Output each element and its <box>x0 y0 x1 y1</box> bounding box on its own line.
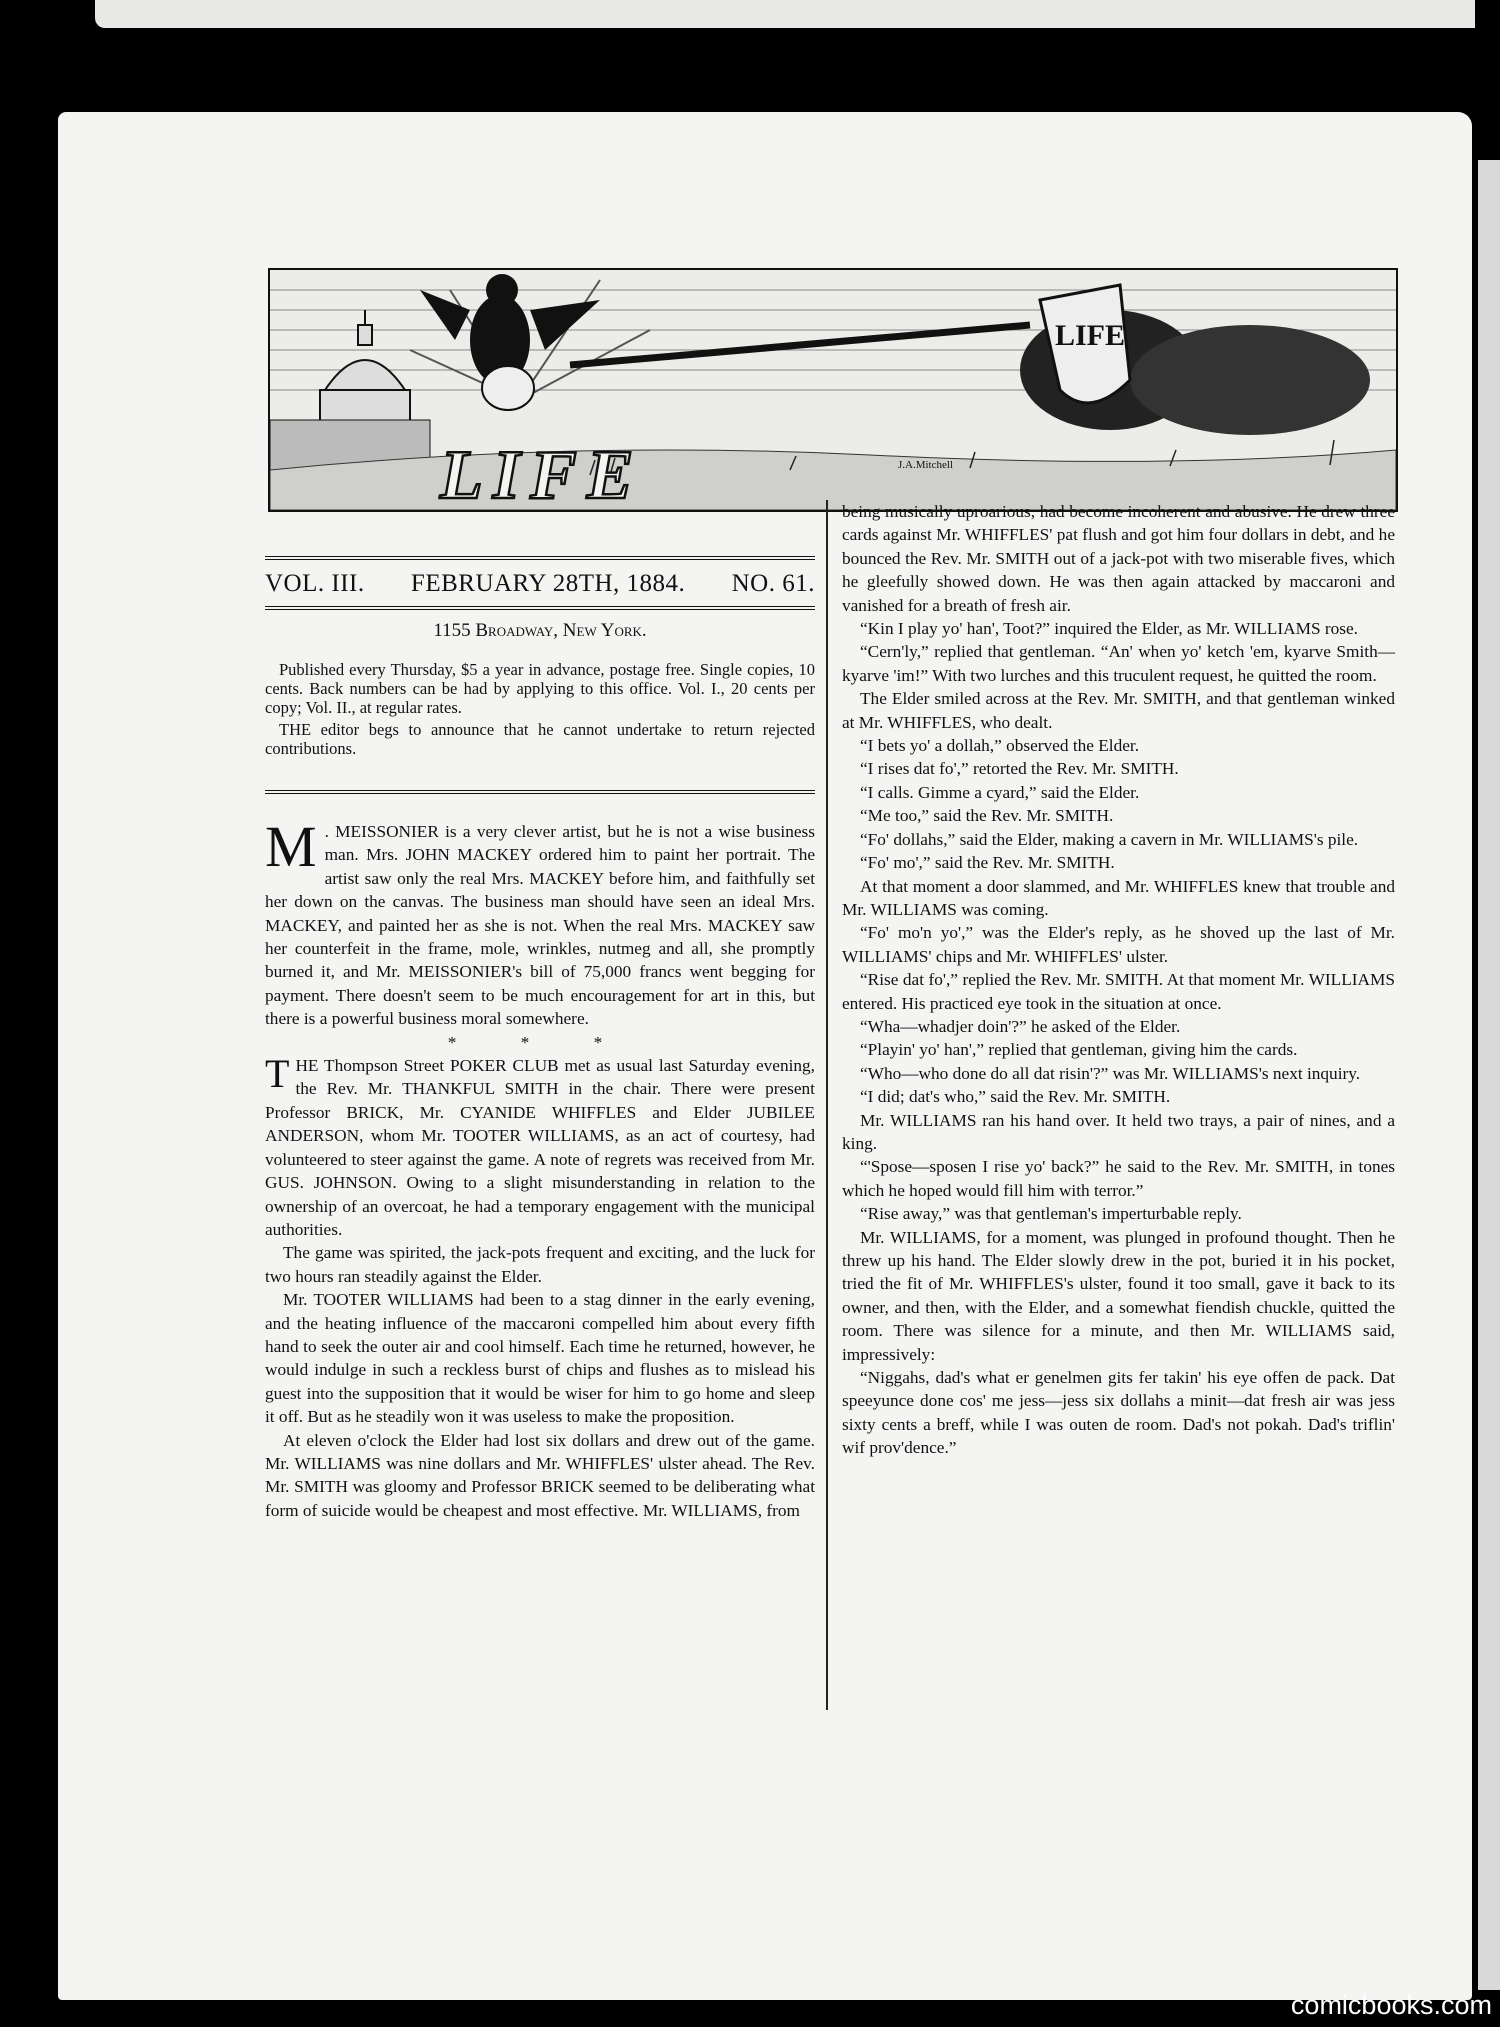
story-paragraph: Mr. WILLIAMS ran his hand over. It held two trays, a pair of nines, and a king. <box>842 1110 1395 1153</box>
story-paragraph: “Fo' mo',” said the Rev. Mr. SMITH. <box>860 853 1115 873</box>
story-paragraph: “I bets yo' a dollah,” observed the Elder. <box>860 736 1140 756</box>
story-paragraph: The Elder smiled across at the Rev. Mr. SMITH, and that gentleman winked at Mr. WHIFFLES, who dealt. <box>842 689 1395 732</box>
svg-text:LIFE: LIFE <box>1055 319 1126 352</box>
story-paragraph: “I did; dat's who,” said the Rev. Mr. SMITH. <box>860 1087 1171 1107</box>
lance <box>570 325 1030 365</box>
masthead-illustration <box>268 268 1398 512</box>
story-paragraph: “I rises dat fo',” retorted the Rev. Mr. SMITH. <box>860 759 1179 779</box>
story-paragraph: “Wha—whadjer doin'?” he asked of the Elder. <box>860 1016 1181 1036</box>
section-divider <box>265 790 815 794</box>
story-paragraph: “Rise dat fo',” replied the Rev. Mr. SMITH. At that moment Mr. WILLIAMS entered. His practiced eye took in the situation at once. <box>842 970 1395 1013</box>
publication-notice <box>265 660 815 761</box>
subscription-notice: Published every Thursday, $5 a year in advance, postage free. Single copies, 10 cents. Back numbers can be had by applying to this office. Vol. I., 20 cents per copy; Vol. II., at regular rates. <box>265 660 815 717</box>
previous-page-edge <box>95 0 1475 28</box>
story-paragraph: “Fo' mo'n yo',” was the Elder's reply, as he shoved up the last of Mr. WILLIAMS' chips and Mr. WHIFFLES' ulster. <box>842 923 1395 966</box>
issue-date: FEBRUARY 28TH, 1884. <box>410 570 686 597</box>
story-paragraph: Mr. WILLIAMS, for a moment, was plunged in profound thought. Then he threw up his hand. The Elder slowly drew in the pot, buried it in his pocket, tried the fit of Mr. WHIFFLES's ulster, found it too small, gave it back to its owner, and then, with the Elder, and a somewhat fiendish chuckle, quitted the room. There was silence for a minute, and then Mr. WILLIAMS said, impressively: <box>842 1227 1395 1364</box>
next-page-edge <box>1478 160 1500 1990</box>
story-paragraph: “Playin' yo' han',” replied that gentleman, giving him the cards. <box>860 1040 1298 1060</box>
story-paragraph: “Me too,” said the Rev. Mr. SMITH. <box>860 806 1114 826</box>
story-paragraph: “Who—who done do all dat risin'?” was Mr. WILLIAMS's next inquiry. <box>860 1063 1361 1083</box>
poker-club-paragraph: Mr. TOOTER WILLIAMS had been to a stag dinner in the early evening, and the heating influence of the maccaroni compelled him about every fifth hand to seek the outer air and cool himself. Each time he returned, however, he would indulge in such a reckless burst of chips and flushes as to mislead his guest into the supposition that it would be wiser for him to go home and sleep it off. But as he steadily won it was useless to make the proposition. <box>265 1290 815 1427</box>
story-paragraph: “Rise away,” was that gentleman's imperturbable reply. <box>860 1204 1242 1224</box>
story-paragraph: At that moment a door slammed, and Mr. WHIFFLES knew that trouble and Mr. WILLIAMS was coming. <box>842 876 1395 919</box>
column-rule <box>826 500 828 1710</box>
issue-number: NO. 61. <box>731 570 815 597</box>
artist-signature: J.A.Mitchell <box>898 459 953 471</box>
dropcap-m: M <box>265 814 317 879</box>
story-paragraph: “I calls. Gimme a cyard,” said the Elder. <box>860 782 1140 802</box>
right-column <box>842 500 1395 1460</box>
source-watermark: comicbooks.com <box>1290 1990 1492 2020</box>
poker-club-intro-text: HE Thompson Street POKER CLUB met as usual last Saturday evening, the Rev. Mr. THANKFUL SMITH in the chair. There were present Professor BRICK, Mr. CYANIDE WHIFFLES and Elder JUBILEE ANDERSON, whom Mr. TOOTER WILLIAMS, as an act of courtesy, had volunteered to steer against the game. A note of regrets was received from Mr. GUS. JOHNSON. Owing to a slight misunderstanding in relation to the ownership of an overcoat, he had a temporary engagement with the municipal authorities. <box>265 1056 815 1239</box>
masthead-drawing <box>270 270 1396 510</box>
story-paragraph: “Kin I play yo' han', Toot?” inquired the Elder, as Mr. WILLIAMS rose. <box>860 619 1359 639</box>
left-column <box>265 814 815 1522</box>
story-paragraph: “Cern'ly,” replied that gentleman. “An' when yo' ketch 'em, kyarve Smith—kyarve 'im!” With two lurches and this truculent request, he quitted the room. <box>842 642 1395 685</box>
poker-club-paragraph: At eleven o'clock the Elder had lost six dollars and drew out of the game. Mr. WILLIAMS was nine dollars and Mr. WHIFFLES' ulster ahead. The Rev. Mr. SMITH was gloomy and Professor BRICK seemed to be deliberating what form of suicide would be cheapest and most effective. Mr. WILLIAMS, from <box>265 1430 815 1520</box>
publisher-address: 1155 Broadway, New York. <box>433 620 647 641</box>
article-meissonier-text: . MEISSONIER is a very clever artist, but he is not a wise business man. Mrs. JOHN MACKEY ordered him to paint her portrait. The artist saw only the real Mrs. MACKEY before him, and faithfully set her down on the canvas. The business man should have seen an ideal Mrs. MACKEY, and painted her as she is not. When the real Mrs. MACKEY saw her counterfeit in the frame, mole, wrinkles, nutmeg and all, she promptly burned it, and Mr. MEISSONIER's bill of 75,000 francs went begging for payment. There doesn't seem to be much encouragement for art in this, but there is a powerful business moral somewhere. <box>265 822 815 1029</box>
egg <box>482 366 534 410</box>
poker-club-paragraph: The game was spirited, the jack-pots frequent and exciting, and the luck for two hours ran steadily against the Elder. <box>265 1243 815 1286</box>
story-paragraph: “'Spose—sposen I rise yo' back?” he said to the Rev. Mr. SMITH, in tones which he hoped would fill him with terror.” <box>842 1157 1395 1200</box>
issue-header <box>265 556 815 610</box>
masthead-title: LIFE <box>440 437 644 510</box>
story-paragraph: being musically uproarious, had become incoherent and abusive. He drew three cards against Mr. WHIFFLES' pat flush and got him four dollars in debt, and he bounced the Rev. Mr. SMITH out of a jack-pot with two miserable fives, which he gleefully showed down. He was then again attacked by maccaroni and vanished for a breath of fresh air. <box>842 502 1395 615</box>
story-paragraph: “Fo' dollahs,” said the Elder, making a cavern in Mr. WILLIAMS's pile. <box>860 829 1359 849</box>
separator-stars: * * * <box>447 1032 633 1052</box>
dropcap-t: T <box>265 1051 290 1097</box>
story-paragraph: “Niggahs, dad's what er genelmen gits fer takin' his eye offen de pack. Dat speeyunce done cos' me jess—jess six dollahs a minit—dat fresh air was jess sixty cents a breff, while I was outen de room. Dad's not pokah. Dad's triflin' wif prov'dence.” <box>842 1368 1395 1458</box>
volume-number: VOL. III. <box>265 570 365 597</box>
poker-club-intro <box>265 1051 815 1241</box>
article-meissonier <box>265 814 815 1031</box>
editor-notice: THE editor begs to announce that he cannot undertake to return rejected contributions. <box>265 720 815 758</box>
